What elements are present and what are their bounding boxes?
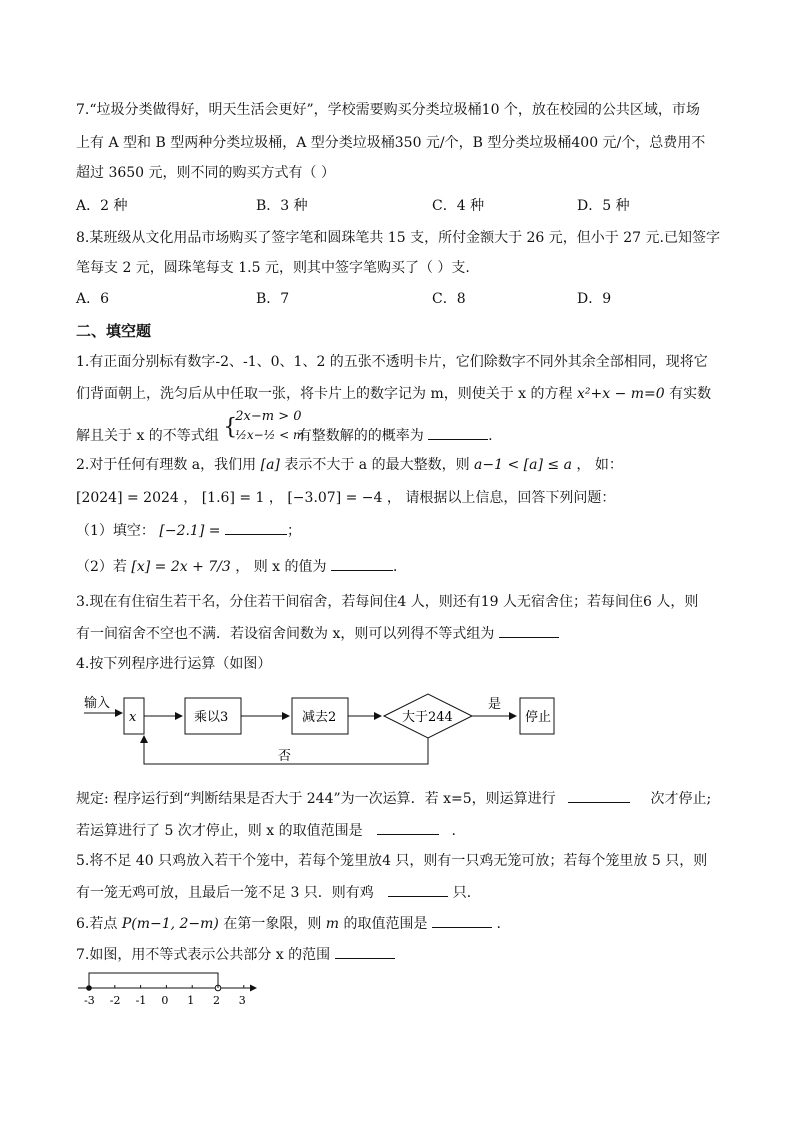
f2-sub2-text: ， 则 x 的值为 (235, 559, 327, 575)
f4-range-blank[interactable] (377, 820, 439, 835)
flow-x-label: x (129, 710, 137, 725)
f1-line3: 解且关于 x 的不等式组 { 2x−m > 0 ½x−½ < m 有整数解的的概率为 . (76, 409, 493, 444)
f3-line2-text: 有一间宿舍不空也不满．若设宿舍间数为 x，则可以列得不等式组为 (76, 626, 495, 642)
f2-line1-mid: 表示不大于 a 的最大整数，则 (284, 457, 470, 473)
q8-option-d: D．9 (577, 291, 612, 307)
floor-symbol: [a] (260, 457, 280, 473)
f1-answer-blank[interactable] (428, 425, 488, 440)
f2-line2: [2024] = 2024 ， [1.6] = 1 ， [−3.07] = −4 ， 请根据以上信息，回答下列问题： (76, 490, 616, 506)
flow-decision-label: 大于244 (402, 710, 453, 725)
f1-line3-text: 解且关于 x 的不等式组 (76, 428, 219, 444)
f4-line1: 4.按下列程序进行运算（如图） (76, 656, 272, 672)
q7-option-a: A．2 种 (76, 198, 128, 214)
q8-option-c: C．8 (432, 291, 466, 307)
system-top: 2x−m > 0 (235, 409, 302, 424)
q7-option-d: D．5 种 (577, 198, 630, 214)
floor-inequality: a−1 < [a] ≤ a (474, 457, 572, 473)
tick-label: -2 (109, 994, 121, 1007)
f4-rule (76, 788, 711, 809)
system-bottom: ½x−½ < m (235, 428, 305, 442)
q7-line1: 7.“垃圾分类做得好，明天生活会更好”，学校需要购买分类垃圾桶10 个，放在校园的公共区域，市场 (76, 102, 700, 118)
f1-equation: x²+x − m=0 (576, 386, 665, 402)
f3-line1: 3.现在有住宿生若干名，分住若干间宿舍，若每间住4 人，则还有19 人无宿舍住；若每间住6 人，则 (76, 594, 699, 610)
f1-line2-text: 们背面朝上，洗匀后从中任取一张，将卡片上的数字记为 m，则使关于 x 的方程 (76, 386, 573, 402)
f1-line2 (76, 384, 711, 404)
f4-rule-tail: 次才停止; (650, 791, 712, 807)
q8-option-a: A．6 (76, 291, 110, 307)
common-part-bracket (89, 973, 218, 988)
q7-option-b: B．3 种 (256, 198, 308, 214)
q7-option-c: C．4 种 (432, 198, 485, 214)
f5-line2 (76, 882, 481, 903)
number-line (76, 966, 276, 1008)
q8-line2: 笔每支 2 元，圆珠笔每支 1.5 元，则其中签字笔购买了（ ）支. (76, 260, 470, 276)
f1-line2-tail: 有实数 (669, 386, 712, 402)
f6-answer-blank[interactable] (432, 913, 492, 928)
flow-multiply-label: 乘以3 (194, 710, 229, 725)
f4-count-blank[interactable] (568, 788, 630, 803)
tick-label: -3 (84, 994, 95, 1007)
f6-end: . (496, 916, 501, 932)
f2-sub2-blank[interactable] (331, 556, 393, 571)
flow-input-label: 输入 (84, 696, 111, 711)
f5-line2-tail: 只． (452, 885, 481, 901)
f2-sub1-expr: [−2.1] = (159, 523, 221, 539)
f6-mid: 在第一象限，则 (223, 916, 322, 932)
f5-line2-text: 有一笼无鸡可放，且最后一笼不足 3 只．则有鸡 (76, 885, 374, 901)
f2-sub2-expr: [x] = 2x + 7/3 (131, 559, 231, 575)
q8-line1: 8.某班级从文化用品市场购买了签字笔和圆珠笔共 15 支，所付金额大于 26 元，但小于 27 元.已知签字 (76, 230, 720, 246)
f7-text: 7.如图，用不等式表示公共部分 x 的范围 (76, 947, 331, 963)
f2-line1-tail: ， 如： (576, 457, 623, 473)
f6-line (76, 913, 501, 934)
f2-sub1: （1）填空： [−2.1] = ； (76, 520, 301, 541)
section-title: 二、填空题 (76, 322, 152, 340)
f4-line3-tail: . (451, 823, 456, 839)
inequality-system: { 2x−m > 0 ½x−½ < m (223, 420, 293, 440)
f4-line3-text: 若运算进行了 5 次才停止，则 x 的取值范围是 (76, 823, 363, 839)
f2-line1 (76, 455, 623, 475)
flow-subtract-label: 减去2 (302, 710, 337, 725)
q8-option-b: B．7 (256, 291, 290, 307)
f7-line (76, 944, 395, 965)
f1-line1: 1.有正面分别标有数字-2、-1、0、1、2 的五张不透明卡片，它们除数字不同外其余全部相同，现将它 (76, 354, 708, 370)
flow-no-label: 否 (278, 749, 292, 764)
f4-rule-text: 规定: 程序运行到“判断结果是否大于 244”为一次运算．若 x=5，则运算进行 (76, 791, 556, 807)
flowchart (82, 688, 562, 770)
f6-point: P(m−1, 2−m) (121, 916, 219, 932)
q7-line2: 上有 A 型和 B 型两种分类垃圾桶，A 型分类垃圾桶350 元/个，B 型分类垃圾桶400 元/个，总费用不 (76, 135, 706, 151)
f2-sub1-label: （1）填空： (76, 523, 155, 539)
tick-label: 1 (187, 994, 195, 1007)
flow-yes-label: 是 (488, 697, 502, 712)
f6-tail: 的取值范围是 (343, 916, 428, 932)
flow-stop-label: 停止 (525, 710, 552, 725)
f2-sub1-blank[interactable] (225, 520, 287, 535)
f4-line3 (76, 820, 456, 841)
tick-label: 0 (161, 994, 169, 1007)
f7-answer-blank[interactable] (335, 944, 395, 959)
f5-answer-blank[interactable] (388, 882, 448, 897)
f1-line3-tail: 有整数解的的概率为 (297, 428, 424, 444)
f2-sub2: （2）若 [x] = 2x + 7/3 ， 则 x 的值为 ． (76, 556, 407, 577)
f2-sub2-label: （2）若 (76, 559, 127, 575)
f6-m: m (325, 916, 340, 932)
f3-line2 (76, 623, 559, 644)
f5-line1: 5.将不足 40 只鸡放入若干个笼中，若每个笼里放4 只，则有一只鸡无笼可放；若每个笼里放 5 只，则 (76, 853, 708, 869)
tick-label: 2 (213, 994, 220, 1007)
tick-label: 3 (238, 994, 246, 1007)
f6-text: 6.若点 (76, 916, 118, 932)
f2-line1-text: 2.对于任何有理数 a，我们用 (76, 457, 257, 473)
tick-label: -1 (135, 994, 147, 1007)
f3-answer-blank[interactable] (499, 623, 559, 638)
q7-line3: 超过 3650 元，则不同的购买方式有（ ） (76, 165, 335, 181)
